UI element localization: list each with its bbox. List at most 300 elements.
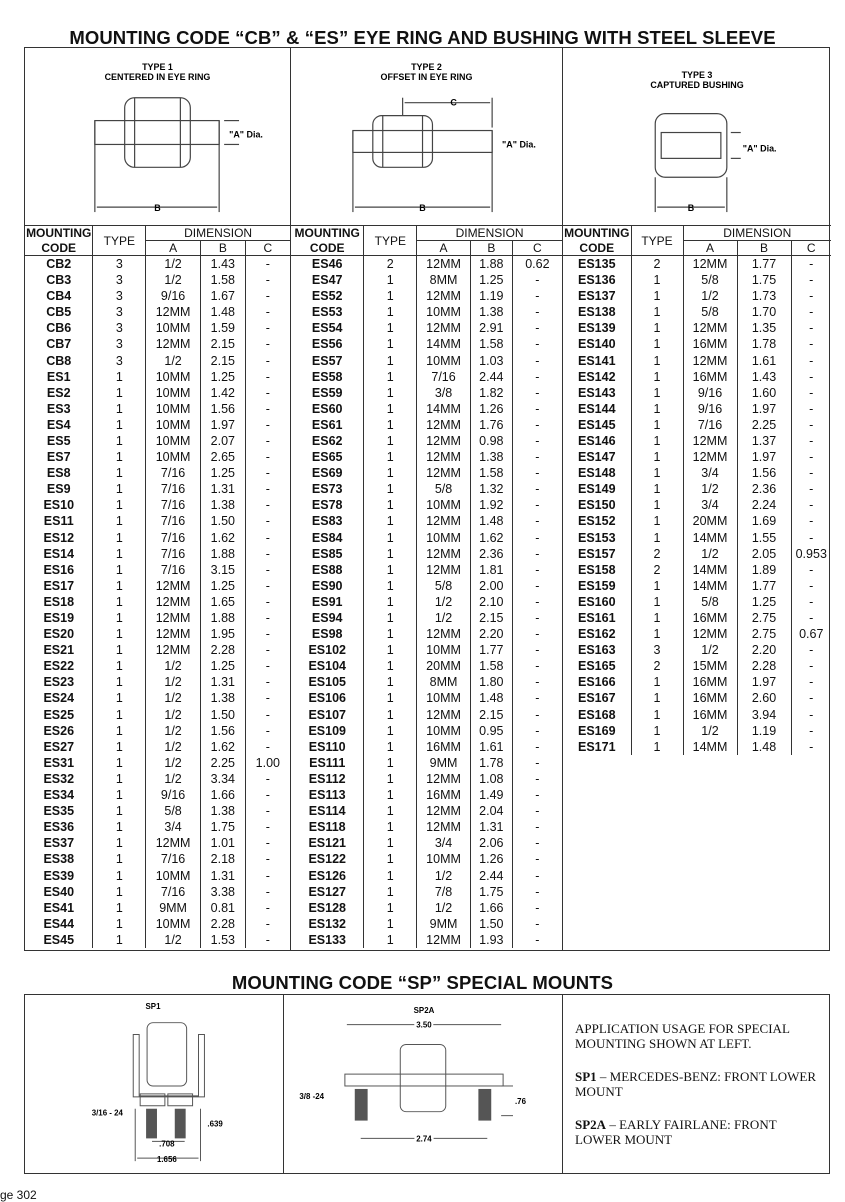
table-row	[291, 626, 562, 642]
table-row	[25, 288, 290, 304]
dimension-a-cell: 1/2	[146, 932, 201, 948]
type-cell: 1	[93, 642, 146, 658]
dimension-b-cell: 1.38	[200, 690, 245, 706]
mounting-code-cell: CB6	[25, 320, 93, 336]
dimension-c-cell: -	[265, 289, 270, 304]
type-cell: 1	[93, 562, 146, 578]
dimension-b-cell: 1.48	[470, 513, 512, 529]
dimension-a-cell: 7/16	[683, 417, 737, 433]
dimension-b-cell: 1.58	[470, 336, 512, 352]
dimension-b-cell: 1.58	[470, 465, 512, 481]
diagram-label: CENTERED IN EYE RING	[104, 71, 211, 82]
mounting-code-cell: ES11	[25, 513, 93, 529]
table-row	[563, 401, 831, 417]
type-cell: 1	[631, 707, 683, 723]
table-row	[563, 723, 831, 739]
dimension-c-cell: -	[265, 675, 270, 690]
dimension-b-cell: 1.75	[470, 884, 512, 900]
table-row	[25, 465, 290, 481]
dimension-c-cell: -	[809, 482, 814, 497]
dimension-b-cell: 1.78	[470, 755, 512, 771]
mounting-code-cell: ES113	[291, 787, 364, 803]
type-cell: 1	[364, 610, 417, 626]
type-cell: 1	[631, 690, 683, 706]
dimension-b-cell: 1.66	[470, 900, 512, 916]
dimension-c-cell: -	[535, 643, 540, 658]
mounting-code-cell: ES112	[291, 771, 364, 787]
mounting-table-2	[291, 226, 562, 948]
dimension-a-cell: 14MM	[417, 401, 471, 417]
dimension-b-cell: 0.81	[200, 900, 245, 916]
table-row	[25, 449, 290, 465]
dimension-a-cell: 12MM	[683, 320, 737, 336]
dimension-a-cell: 16MM	[683, 690, 737, 706]
mounting-code-cell: ES168	[563, 707, 631, 723]
mounting-code-cell: ES107	[291, 707, 364, 723]
table-row	[25, 256, 290, 273]
dimension-b-cell: 1.88	[200, 610, 245, 626]
table-row	[563, 449, 831, 465]
dimension-c-cell: -	[535, 401, 540, 416]
dimension-c-cell: -	[535, 820, 540, 835]
dimension-c-cell: -	[535, 466, 540, 481]
dimension-a-cell: 16MM	[683, 707, 737, 723]
dimension-a-cell: 10MM	[417, 642, 471, 658]
mounting-code-cell: ES61	[291, 417, 364, 433]
dimension-c-cell: -	[809, 337, 814, 352]
svg-text:.76: .76	[514, 1096, 526, 1106]
dimension-a-cell: 14MM	[683, 739, 737, 755]
dimension-b-cell: 2.10	[470, 594, 512, 610]
mounting-code-cell: ES24	[25, 690, 93, 706]
page-number: ge 302	[0, 1188, 37, 1202]
table-row	[291, 642, 562, 658]
mounting-code-cell: ES138	[563, 304, 631, 320]
mounting-code-cell: ES135	[563, 256, 631, 273]
dimension-a-cell: 1/2	[146, 272, 201, 288]
dimension-label: "A" Dia.	[502, 139, 536, 150]
mounting-code-cell: ES59	[291, 385, 364, 401]
table-row	[563, 626, 831, 642]
type-cell: 1	[93, 546, 146, 562]
dimension-b-cell: 1.82	[470, 385, 512, 401]
dimension-a-cell: 7/16	[146, 562, 201, 578]
type-cell: 1	[364, 465, 417, 481]
dimension-c-cell: -	[265, 305, 270, 320]
dimension-b-cell: 3.15	[200, 562, 245, 578]
type-cell: 1	[631, 530, 683, 546]
dimension-b-cell: 2.75	[737, 610, 791, 626]
dimension-c-cell: -	[265, 594, 270, 609]
dimension-a-cell: 5/8	[417, 481, 471, 497]
table-row	[291, 884, 562, 900]
type-cell: 1	[364, 449, 417, 465]
dimension-c-cell: -	[265, 257, 270, 271]
svg-text:SP1: SP1	[145, 1001, 161, 1011]
type-cell: 1	[364, 658, 417, 674]
type-cell: 1	[93, 835, 146, 851]
table-row	[25, 401, 290, 417]
type-cell: 1	[631, 739, 683, 755]
table-row	[291, 530, 562, 546]
mounting-code-cell: ES166	[563, 674, 631, 690]
header-type: TYPE	[364, 226, 417, 256]
mounting-code-cell: ES47	[291, 272, 364, 288]
dimension-b-cell: 1.38	[200, 803, 245, 819]
mounting-code-cell: ES1	[25, 369, 93, 385]
table-row	[291, 674, 562, 690]
svg-text:1.656: 1.656	[156, 1155, 177, 1165]
table-row	[25, 578, 290, 594]
type-cell: 2	[631, 658, 683, 674]
table-row	[291, 401, 562, 417]
dimension-c-cell: -	[809, 530, 814, 545]
dimension-b-cell: 2.44	[470, 369, 512, 385]
table-row	[25, 819, 290, 835]
dimension-c-cell: -	[535, 594, 540, 609]
table-row	[25, 658, 290, 674]
table-row	[563, 304, 831, 320]
dimension-a-cell: 7/16	[146, 851, 201, 867]
mounting-code-cell: ES52	[291, 288, 364, 304]
dimension-a-cell: 12MM	[683, 256, 737, 273]
dimension-a-cell: 1/2	[683, 288, 737, 304]
type-cell: 3	[631, 642, 683, 658]
mounting-code-cell: ES88	[291, 562, 364, 578]
dimension-label: B	[419, 203, 426, 214]
dimension-c-cell: -	[535, 289, 540, 304]
dimension-b-cell: 1.37	[737, 433, 791, 449]
dimension-a-cell: 12MM	[417, 562, 471, 578]
mounting-code-cell: ES10	[25, 497, 93, 513]
type-cell: 1	[364, 320, 417, 336]
table-row	[563, 658, 831, 674]
table-row	[291, 546, 562, 562]
dimension-a-cell: 12MM	[417, 449, 471, 465]
dimension-b-cell: 1.62	[470, 530, 512, 546]
table-row	[291, 932, 562, 948]
section-title: MOUNTING CODE “SP” SPECIAL MOUNTS	[231, 972, 614, 993]
dimension-c-cell: -	[809, 707, 814, 722]
table-row	[25, 787, 290, 803]
type-cell: 1	[93, 578, 146, 594]
dimension-b-cell: 2.91	[470, 320, 512, 336]
diagram-label: TYPE 3	[681, 69, 713, 80]
type-cell: 1	[364, 642, 417, 658]
table-row	[25, 739, 290, 755]
header-mounting: MOUNTING	[564, 226, 630, 241]
special-mounts-section	[24, 994, 830, 1174]
special-mounts-notes	[563, 995, 831, 1173]
dimension-c-cell: -	[265, 337, 270, 352]
panel-type-3	[563, 48, 831, 950]
dimension-a-cell: 1/2	[146, 256, 201, 273]
dimension-a-cell: 14MM	[683, 578, 737, 594]
dimension-c-cell: -	[535, 417, 540, 432]
dimension-b-cell: 1.59	[200, 320, 245, 336]
mounting-table-3	[563, 226, 831, 755]
table-row	[25, 562, 290, 578]
notes-intro: APPLICATION USAGE FOR SPECIAL MOUNTING SHOWN AT LEFT.	[575, 1021, 790, 1051]
table-row	[291, 578, 562, 594]
table-row	[291, 352, 562, 368]
dimension-b-cell: 1.25	[200, 465, 245, 481]
dimension-b-cell: 1.62	[200, 530, 245, 546]
dimension-a-cell: 12MM	[417, 546, 471, 562]
mounting-code-cell: ES150	[563, 497, 631, 513]
dimension-c-cell: -	[535, 788, 540, 803]
dimension-a-cell: 12MM	[417, 320, 471, 336]
table-row	[291, 336, 562, 352]
dimension-b-cell: 1.97	[737, 674, 791, 690]
dimension-a-cell: 10MM	[417, 851, 471, 867]
dimension-b-cell: 1.69	[737, 513, 791, 529]
dimension-a-cell: 9/16	[683, 385, 737, 401]
diagram-type-2	[291, 48, 562, 226]
mounting-code-cell: ES56	[291, 336, 364, 352]
dimension-b-cell: 1.38	[470, 449, 512, 465]
sp2a-mount-drawing	[284, 995, 563, 1173]
dimension-b-cell: 1.88	[470, 256, 512, 273]
type-cell: 1	[631, 465, 683, 481]
table-row	[291, 755, 562, 771]
dimension-c-cell: 0.62	[525, 257, 550, 271]
mounting-code-cell: ES171	[563, 739, 631, 755]
dimension-b-cell: 1.61	[470, 739, 512, 755]
table-row	[563, 336, 831, 352]
dimension-b-cell: 1.43	[737, 369, 791, 385]
type-cell: 1	[631, 320, 683, 336]
mounting-code-cell: ES22	[25, 658, 93, 674]
mounting-code-cell: ES167	[563, 690, 631, 706]
dimension-c-cell: -	[265, 482, 270, 497]
table-row	[291, 707, 562, 723]
dimension-b-cell: 2.20	[737, 642, 791, 658]
table-row	[291, 449, 562, 465]
dimension-a-cell: 1/2	[146, 674, 201, 690]
mounting-code-cell: ES53	[291, 304, 364, 320]
table-row	[563, 465, 831, 481]
mounting-code-cell: ES132	[291, 916, 364, 932]
dimension-c-cell: -	[809, 578, 814, 593]
dimension-b-cell: 1.48	[470, 690, 512, 706]
dimension-a-cell: 12MM	[417, 256, 471, 273]
table-row	[291, 481, 562, 497]
table-row	[25, 884, 290, 900]
dimension-c-cell: -	[809, 321, 814, 336]
dimension-c-cell: -	[265, 369, 270, 384]
dimension-a-cell: 12MM	[417, 417, 471, 433]
mounting-code-cell: ES169	[563, 723, 631, 739]
dimension-a-cell: 16MM	[417, 787, 471, 803]
table-row	[563, 739, 831, 755]
mounting-code-cell: ES148	[563, 465, 631, 481]
header-dimension: DIMENSION	[146, 226, 290, 241]
dimension-c-cell: -	[809, 417, 814, 432]
type-cell: 1	[631, 272, 683, 288]
dimension-b-cell: 2.28	[200, 642, 245, 658]
table-row	[291, 771, 562, 787]
dimension-c-cell: -	[809, 289, 814, 304]
dimension-a-cell: 12MM	[683, 449, 737, 465]
svg-text:3.50: 3.50	[416, 1020, 432, 1030]
dimension-c-cell: 0.67	[799, 627, 824, 642]
dimension-b-cell: 2.60	[737, 690, 791, 706]
mounting-code-cell: ES54	[291, 320, 364, 336]
dimension-c-cell: -	[535, 675, 540, 690]
dimension-c-cell: -	[809, 466, 814, 481]
mounting-code-cell: ES57	[291, 352, 364, 368]
dimension-c-cell: -	[535, 321, 540, 336]
type-cell: 3	[93, 320, 146, 336]
mounting-code-cell: ES78	[291, 497, 364, 513]
dimension-c-cell: -	[265, 546, 270, 561]
dimension-b-cell: 1.48	[737, 739, 791, 755]
type-cell: 3	[93, 256, 146, 273]
mounting-code-cell: ES136	[563, 272, 631, 288]
mounting-code-cell: ES17	[25, 578, 93, 594]
dimension-c-cell: -	[535, 868, 540, 883]
table-row	[25, 530, 290, 546]
mounting-code-cell: ES38	[25, 851, 93, 867]
dimension-a-cell: 10MM	[146, 916, 201, 932]
dimension-b-cell: 1.78	[737, 336, 791, 352]
mounting-table-1	[25, 226, 290, 948]
header-b: B	[737, 241, 791, 256]
table-row	[291, 658, 562, 674]
table-row	[25, 707, 290, 723]
dimension-a-cell: 10MM	[146, 401, 201, 417]
sp1-mount-drawing	[25, 995, 284, 1173]
dimension-a-cell: 5/8	[146, 803, 201, 819]
table-row	[291, 272, 562, 288]
table-row	[25, 433, 290, 449]
table-row	[291, 723, 562, 739]
dimension-b-cell: 1.50	[200, 513, 245, 529]
type-cell: 1	[364, 385, 417, 401]
dimension-b-cell: 2.75	[737, 626, 791, 642]
mounting-code-cell: ES8	[25, 465, 93, 481]
dimension-a-cell: 1/2	[146, 690, 201, 706]
dimension-c-cell: -	[265, 707, 270, 722]
mounting-code-cell: ES158	[563, 562, 631, 578]
mounting-code-cell: ES160	[563, 594, 631, 610]
dimension-b-cell: 1.62	[200, 739, 245, 755]
mounting-code-cell: ES60	[291, 401, 364, 417]
mounting-code-cell: ES98	[291, 626, 364, 642]
type-cell: 1	[631, 385, 683, 401]
mounting-code-cell: ES147	[563, 449, 631, 465]
dimension-b-cell: 2.28	[200, 916, 245, 932]
mounting-code-cell: ES32	[25, 771, 93, 787]
header-code: CODE	[291, 241, 364, 256]
dimension-b-cell: 2.36	[470, 546, 512, 562]
dimension-a-cell: 1/2	[683, 642, 737, 658]
type-cell: 1	[364, 884, 417, 900]
dimension-a-cell: 7/16	[146, 546, 201, 562]
dimension-a-cell: 10MM	[146, 417, 201, 433]
table-row	[25, 594, 290, 610]
dimension-b-cell: 1.01	[200, 835, 245, 851]
dimension-b-cell: 1.66	[200, 787, 245, 803]
mounting-code-cell: ES143	[563, 385, 631, 401]
mounting-code-cell: ES127	[291, 884, 364, 900]
dimension-c-cell: -	[265, 321, 270, 336]
dimension-a-cell: 12MM	[417, 771, 471, 787]
type-cell: 1	[364, 835, 417, 851]
dimension-a-cell: 12MM	[417, 707, 471, 723]
mounting-code-cell: CB7	[25, 336, 93, 352]
dimension-c-cell: -	[809, 305, 814, 320]
table-row	[563, 690, 831, 706]
dimension-c-cell: -	[809, 691, 814, 706]
mounting-code-cell: ES36	[25, 819, 93, 835]
dimension-a-cell: 5/8	[417, 578, 471, 594]
dimension-b-cell: 1.38	[200, 497, 245, 513]
dimension-c-cell: -	[535, 884, 540, 899]
mounting-code-cell: ES45	[25, 932, 93, 948]
type-cell: 1	[631, 433, 683, 449]
table-row	[291, 610, 562, 626]
dimension-b-cell: 1.70	[737, 304, 791, 320]
dimension-c-cell: -	[265, 273, 270, 288]
mounting-code-cell: ES41	[25, 900, 93, 916]
type-cell: 1	[93, 771, 146, 787]
table-row	[25, 771, 290, 787]
type-cell: 3	[93, 336, 146, 352]
type-cell: 1	[364, 707, 417, 723]
dimension-a-cell: 16MM	[683, 674, 737, 690]
type-cell: 1	[364, 626, 417, 642]
table-row	[25, 546, 290, 562]
dimension-b-cell: 2.18	[200, 851, 245, 867]
dimension-b-cell: 1.03	[470, 352, 512, 368]
mounting-code-cell: ES153	[563, 530, 631, 546]
svg-text:SP2A: SP2A	[413, 1005, 435, 1015]
dimension-b-cell: 2.00	[470, 578, 512, 594]
table-row	[25, 610, 290, 626]
dimension-b-cell: 1.89	[737, 562, 791, 578]
dimension-a-cell: 10MM	[146, 320, 201, 336]
table-row	[563, 320, 831, 336]
dimension-a-cell: 16MM	[683, 336, 737, 352]
dimension-c-cell: -	[535, 804, 540, 819]
mounting-code-cell: ES83	[291, 513, 364, 529]
table-row	[291, 417, 562, 433]
type-cell: 1	[364, 304, 417, 320]
dimension-a-cell: 5/8	[683, 272, 737, 288]
type-cell: 1	[93, 369, 146, 385]
dimension-c-cell: -	[809, 498, 814, 513]
note-code: SP2A	[575, 1117, 607, 1132]
dimension-c-cell: -	[265, 868, 270, 883]
dimension-a-cell: 12MM	[146, 835, 201, 851]
mounting-code-cell: ES144	[563, 401, 631, 417]
table-row	[25, 369, 290, 385]
dimension-c-cell: -	[809, 659, 814, 674]
table-row	[291, 433, 562, 449]
dimension-a-cell: 20MM	[417, 658, 471, 674]
table-row	[563, 256, 831, 273]
mounting-code-cell: CB4	[25, 288, 93, 304]
dimension-a-cell: 1/2	[417, 867, 471, 883]
dimension-a-cell: 12MM	[146, 336, 201, 352]
table-row	[291, 562, 562, 578]
dimension-b-cell: 1.56	[737, 465, 791, 481]
type-cell: 1	[364, 433, 417, 449]
table-row	[291, 320, 562, 336]
dimension-c-cell: -	[535, 305, 540, 320]
